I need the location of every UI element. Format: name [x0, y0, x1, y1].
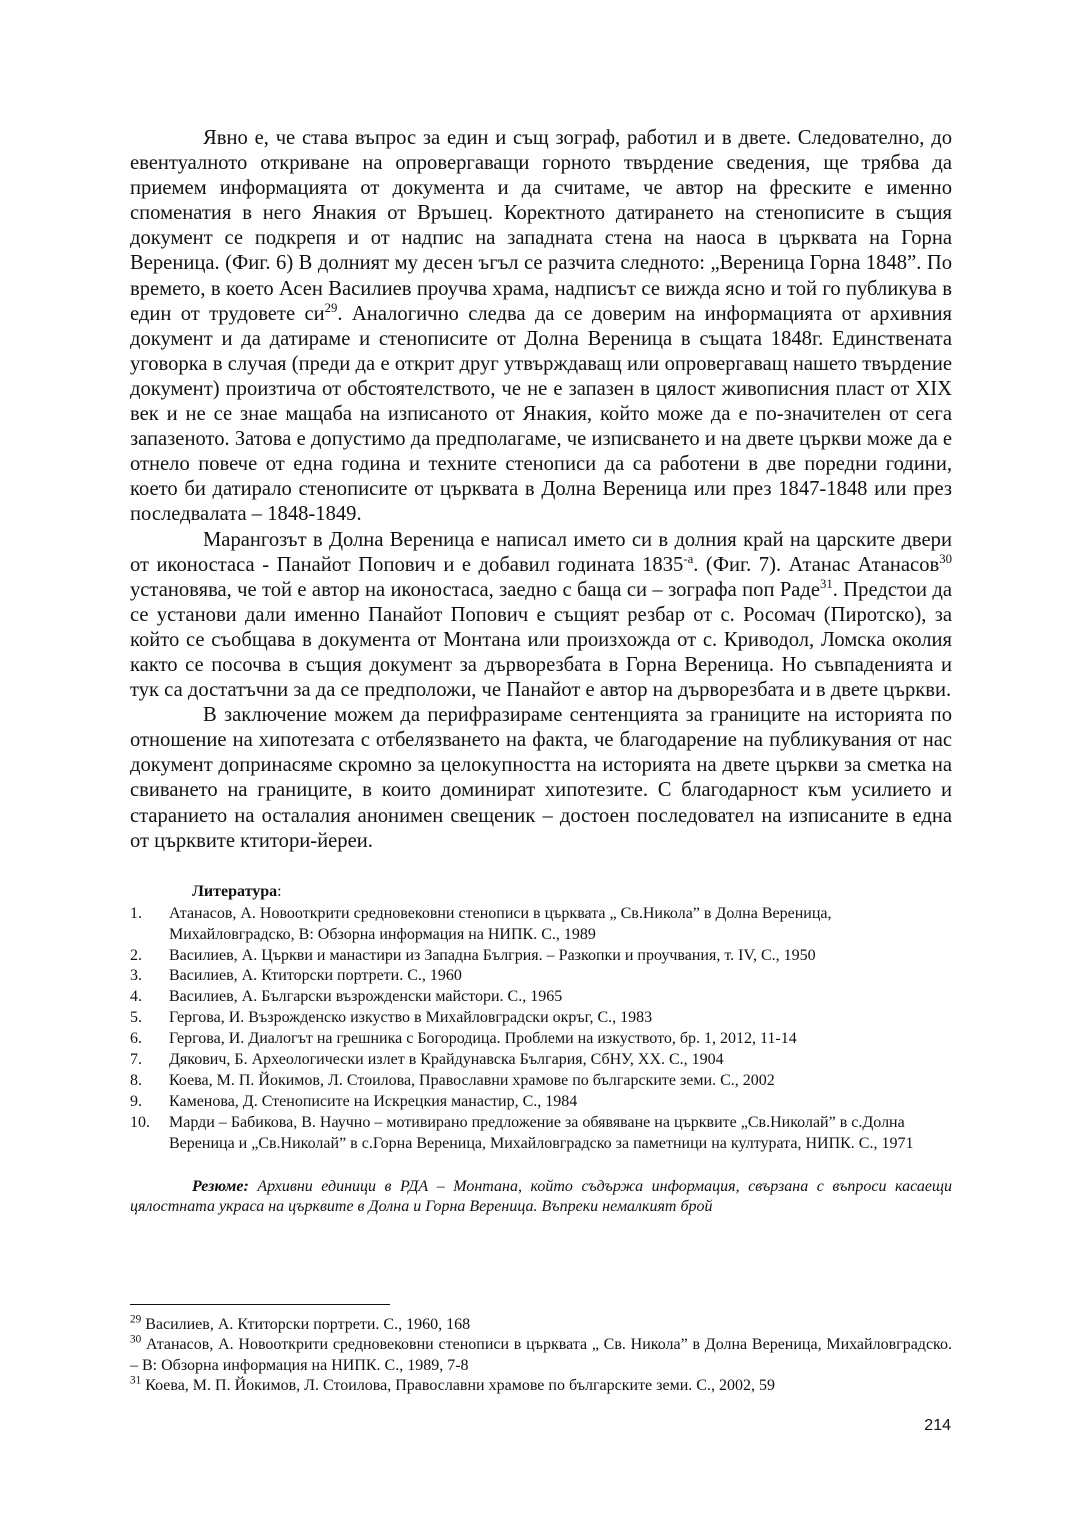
literature-item-number: 3. [130, 967, 142, 985]
literature-heading-label: Литература [192, 882, 278, 900]
literature-item [130, 946, 952, 967]
resume-label: Резюме: [192, 1177, 249, 1195]
paragraph-1 [130, 126, 952, 528]
literature-item [130, 1113, 952, 1155]
literature-item-text: Каменова, Д. Стенописите на Искрецкия манастир, С., 1984 [169, 1092, 578, 1110]
paragraph-2-text-c: установява, че той е автор на иконостаса, заедно с баща си – зографа поп Раде [130, 578, 821, 601]
literature-item [130, 904, 952, 946]
paragraph-1-text-a: Явно е, че става въпрос за един и същ зограф, работил и в двете. Следователно, до евентуалното откриване на опровергаващи горното твърдение сведения, ще трябва да приемем информацията от документа и да считаме, че автор на фреските е именно споменатия в него Янакия от Връшец. Коректното датирането на стенописите в същия документ се подкрепя и от надпис на западната стена на наоса в църквата на Горна Вереница. (Фиг. 6) В долният му десен ъгъл се разчита следното: „Вереница Горна 1848”. По времето, в което Асен Василиев проучва храма, надписът се вижда ясно и той го публикува в един от трудовете си [130, 127, 952, 325]
literature-item-text: Марди – Бабикова, В. Научно – мотивирано предложение за обявяване на църквите „Св.Николай” в с.Долна Вереница и „Св.Николай” в с.Горна Вереница, Михайловградско за паметници на културата, НИПК. С., 1971 [169, 1113, 914, 1152]
literature-item [130, 966, 952, 987]
resume-text: Архивни единици в РДА – Монтана, който съдържа информация, свързана с въпроси касаещи цялостната украса на църквите в Долна и Горна Вереница. Въпреки немалкият брой [130, 1177, 952, 1216]
footnote-number: 30 [130, 1334, 142, 1347]
literature-item-number: 2. [130, 946, 142, 964]
paragraph-2-text-a: Марангозът в Долна Вереница е написал името си в долния край на царските двери от иконостаса - Панайот Попович и е добавил годината 1835 [130, 528, 952, 576]
footnote-separator [130, 1304, 390, 1305]
footnote-text: Коева, М. П. Йокимов, Л. Стоилова, Православни храмове по българските земи. С., 2002, 59 [141, 1377, 775, 1395]
literature-item-text: Коева, М. П. Йокимов, Л. Стоилова, Православни храмове по българските земи. С., 2002 [169, 1071, 775, 1089]
resume-paragraph [130, 1177, 952, 1218]
footnote-text: Атанасов, А. Новооткрити средновековни стенописи в църквата „ Св. Никола” в Долна Вереница, Михайловградско. – В: Обзорна информация на НИПК. С., 1989, 7-8 [130, 1336, 952, 1374]
footnote-number: 31 [130, 1374, 142, 1387]
paragraph-2-text-d: . Предстои да се установи дали именно Панайот Попович е същият резбар от с. Росомач (Пиротско), за който се съобщава в документа от Монтана или произхожда от с. Криводол, Ломска околия както се посочва в същия документ за дърворезбата в Горна Вереница. Но съвпаденията и тук са достатъчни за да се предположи, че Панайот е автор на дърворезбата и в двете църкви. [130, 578, 952, 702]
literature-heading [192, 882, 952, 902]
footnote-number: 29 [130, 1313, 142, 1326]
footnotes [130, 1315, 952, 1397]
paragraph-2 [130, 528, 952, 704]
literature-item-number: 4. [130, 988, 142, 1006]
footnote-ref-29: 29 [324, 300, 338, 315]
literature-item-number: 7. [130, 1051, 142, 1069]
footnote-30 [130, 1335, 952, 1376]
literature-item-text: Василиев, А. Български възрожденски майстори. С., 1965 [169, 988, 563, 1006]
footnote-31 [130, 1376, 952, 1396]
paragraph-3 [130, 703, 952, 854]
literature-item-text: Василиев, А. Ктиторски портрети. С., 1960 [169, 967, 462, 985]
literature-item-number: 8. [130, 1071, 142, 1089]
page-content [130, 126, 952, 1218]
literature-item-number: 6. [130, 1030, 142, 1048]
literature-list [130, 904, 952, 1155]
literature-item-number: 9. [130, 1092, 142, 1110]
literature-item [130, 1071, 952, 1092]
paragraph-3-text: В заключение можем да перифразираме сентенцията за границите на историята по отношение на хипотезата с отбелязването на факта, че благодарение на публикувания от нас документ допринасяме скромно за целокупността на историята на двете църкви за сметка на свиването на границите, в които доминират хипотезите. С благодарност към усилието и старанието на осталалия анонимен свещеник – достоен последовател на изписаните в една от църквите ктитори-йереи. [130, 704, 952, 852]
main-body [130, 126, 952, 854]
literature-item [130, 1029, 952, 1050]
paragraph-1-text-b: . Аналогично следва да се доверим на информацията от архивния документ и да датираме и стенописите от Долна Вереница в същата 1848г. Единствената уговорка в случая (преди да е открит друг утвърждаващ или опровергаващ нашето твърдение документ) произтича от обстоятелството, че не е запазен в цялост живописния пласт от XIX век и не се знае мащаба на изписаното от Янакия, който може да е по-значителен от сега запазеното. Затова е допустимо да предполагаме, че изписването и на двете църкви може да е отнело повече от една година и техните стенописи да са работени в две поредни години, което би датирало стенописите от църквата в Долна Вереница или през 1847-1848 или през последвалата – 1848-1849. [130, 302, 952, 526]
literature-item-text: Василиев, А. Църкви и манастири из Западна Бългрия. – Разкопки и проучвания, т. IV, С., 1950 [169, 946, 816, 964]
literature-item [130, 987, 952, 1008]
ordinal-suffix: -а [683, 551, 694, 566]
literature-item-number: 10. [130, 1113, 150, 1131]
literature-item-text: Дякович, Б. Археологически излет в Крайдунавска България, СбНУ, XX. С., 1904 [169, 1051, 724, 1069]
paragraph-2-text-b: . (Фиг. 7). Атанас Атанасов [693, 553, 940, 576]
literature-item [130, 1050, 952, 1071]
footnote-29 [130, 1315, 952, 1335]
page-number: 214 [924, 1417, 951, 1434]
literature-item-text: Гергова, И. Диалогът на грешника с Богородица. Проблеми на изкуството, бр. 1, 2012, 11-14 [169, 1030, 797, 1048]
literature-item [130, 1008, 952, 1029]
literature-item [130, 1092, 952, 1113]
literature-item-text: Атанасов, А. Новооткрити средновековни стенописи в църквата „ Св.Никола” в Долна Вереница, Михайловградско, В: Обзорна информация на НИПК. С., 1989 [169, 904, 832, 943]
literature-item-text: Гергова, И. Възрожденско изкуство в Михайловградски окръг, С., 1983 [169, 1009, 653, 1027]
literature-item-number: 1. [130, 904, 142, 922]
footnote-text: Василиев, А. Ктиторски портрети. С., 1960, 168 [141, 1316, 471, 1333]
literature-item-number: 5. [130, 1009, 142, 1027]
footnote-ref-31: 31 [820, 576, 833, 591]
footnote-ref-30: 30 [939, 551, 952, 566]
literature-heading-colon: : [277, 882, 282, 900]
